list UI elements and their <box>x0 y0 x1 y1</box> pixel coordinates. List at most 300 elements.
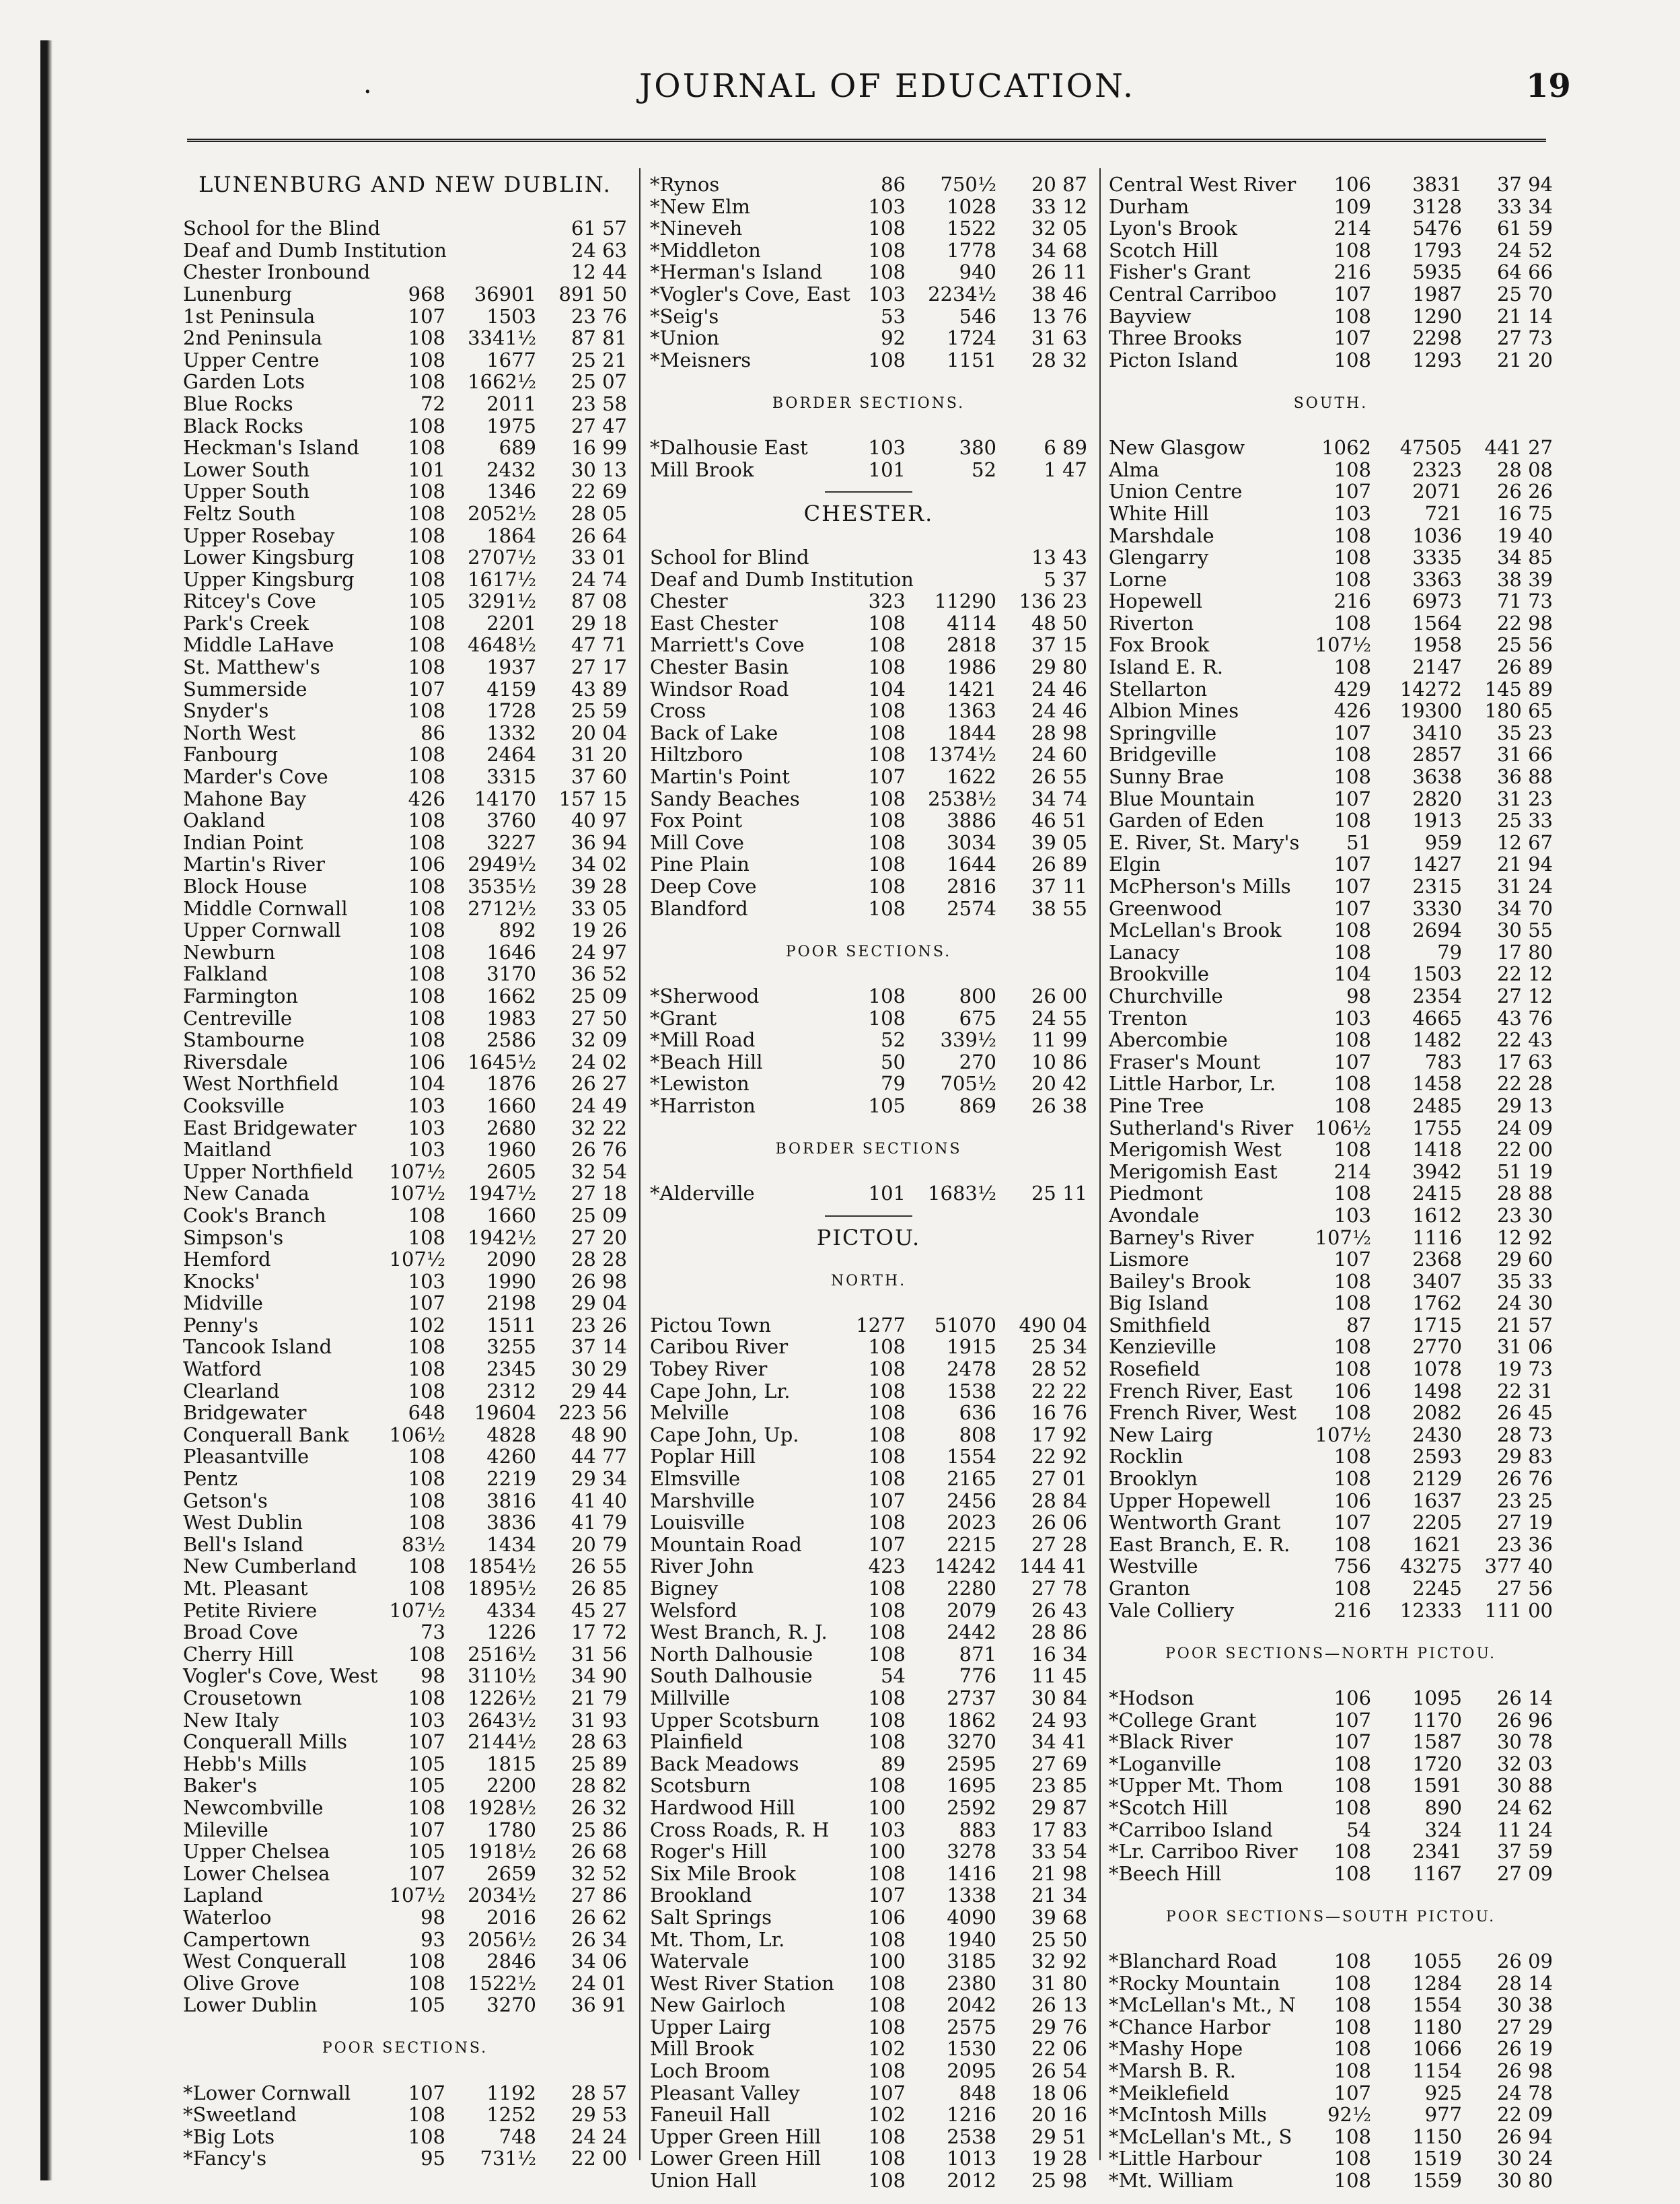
table-row <box>650 1490 1087 1512</box>
table-row <box>183 415 627 437</box>
section-name: *Scotch Hill <box>1109 1796 1228 1819</box>
table-row <box>183 853 627 876</box>
column-divider <box>1099 168 1101 2160</box>
amount-value: 39 05 <box>1031 830 1087 854</box>
days-value: 324 <box>1424 1818 1462 1841</box>
table-row <box>183 700 627 722</box>
days-value: 3407 <box>1412 1269 1462 1293</box>
section-name: Indian Point <box>183 830 303 854</box>
grade-value: 108 <box>1334 809 1371 832</box>
amount-value: 24 55 <box>1031 1006 1087 1030</box>
days-value: 1418 <box>1412 1138 1462 1162</box>
section-name: Back Meadows <box>650 1752 799 1775</box>
amount-value: 30 13 <box>571 458 627 481</box>
section-name: St. Matthew's <box>183 655 320 679</box>
grade-value: 108 <box>408 940 445 964</box>
days-value: 14170 <box>474 787 536 810</box>
table-row <box>183 898 627 920</box>
amount-value: 24 24 <box>571 2125 627 2148</box>
section-name: Centreville <box>183 1006 293 1030</box>
table-row <box>1109 1994 1553 2016</box>
table-row <box>1109 678 1553 701</box>
days-value: 977 <box>1424 2103 1462 2127</box>
days-value: 748 <box>499 2125 536 2148</box>
section-name: *Hodson <box>1109 1686 1194 1709</box>
section-heading-text: NORTH. <box>830 1272 907 1289</box>
section-name: Mill Brook <box>650 2037 754 2061</box>
amount-value: 25 70 <box>1496 282 1553 306</box>
amount-value: 20 87 <box>1031 173 1087 196</box>
grade-value: 98 <box>421 1905 445 1929</box>
grade-value: 107 <box>868 2081 906 2104</box>
section-name: Marriett's Cove <box>650 633 805 657</box>
grade-value: 107½ <box>1315 633 1371 657</box>
section-name: Hardwood Hill <box>650 1796 795 1819</box>
grade-value: 648 <box>408 1401 445 1425</box>
grade-value: 108 <box>408 830 445 854</box>
section-name: Pictou Town <box>650 1313 772 1337</box>
table-row <box>1109 1051 1553 1073</box>
section-name: East Chester <box>650 611 778 635</box>
days-value: 3363 <box>1412 567 1462 591</box>
section-name: New Italy <box>183 1708 279 1732</box>
section-name: Upper Cornwall <box>183 919 341 942</box>
grade-value: 108 <box>408 1971 445 1995</box>
amount-value: 24 78 <box>1496 2081 1553 2104</box>
grade-value: 106 <box>1334 1686 1371 1709</box>
amount-value: 31 56 <box>571 1642 627 1666</box>
section-name: Durham <box>1109 194 1190 218</box>
days-value: 689 <box>499 436 536 460</box>
table-row <box>650 876 1087 898</box>
section-heading <box>1109 1643 1553 1666</box>
section-name: Poplar Hill <box>650 1445 756 1468</box>
days-value: 1854½ <box>468 1555 536 1578</box>
table-row <box>650 1336 1087 1358</box>
table-row <box>1109 810 1553 832</box>
section-name: Falkland <box>183 962 268 986</box>
page-header <box>0 67 1680 114</box>
grade-value: 108 <box>1334 1401 1371 1425</box>
grade-value: 103 <box>868 282 906 306</box>
days-value: 2456 <box>947 1489 996 1512</box>
amount-value: 180 65 <box>1484 699 1553 723</box>
amount-value: 29 34 <box>571 1467 627 1491</box>
days-value: 1876 <box>486 1072 536 1096</box>
page-number: 19 <box>1526 67 1571 105</box>
days-value: 2198 <box>486 1291 536 1315</box>
days-value: 1987 <box>1412 282 1462 306</box>
table-row <box>650 261 1087 283</box>
table-row <box>1109 1314 1553 1337</box>
table-row <box>650 853 1087 876</box>
section-name: Roger's Hill <box>650 1840 768 1863</box>
section-name: Crousetown <box>183 1686 302 1709</box>
days-value: 1554 <box>947 1445 996 1468</box>
days-value: 1728 <box>486 699 536 723</box>
days-value: 546 <box>959 304 996 328</box>
table-row <box>183 240 627 262</box>
days-value: 2201 <box>486 611 536 635</box>
amount-value: 22 00 <box>1496 1138 1553 1162</box>
section-name: *Loganville <box>1109 1752 1222 1775</box>
days-value: 1252 <box>486 2103 536 2127</box>
grade-value: 108 <box>408 546 445 569</box>
amount-value: 26 19 <box>1496 2037 1553 2061</box>
amount-value: 28 84 <box>1031 1489 1087 1512</box>
amount-value: 44 77 <box>571 1445 627 1468</box>
amount-value: 26 45 <box>1496 1401 1553 1425</box>
section-name: Three Brooks <box>1109 326 1242 350</box>
section-name: Riversdale <box>183 1050 288 1073</box>
table-row <box>650 174 1087 196</box>
table-row <box>650 788 1087 810</box>
amount-value: 11 99 <box>1031 1028 1087 1052</box>
amount-value: 37 14 <box>571 1335 627 1359</box>
days-value: 14242 <box>934 1555 996 1578</box>
grade-value: 108 <box>408 2103 445 2127</box>
amount-value: 31 63 <box>1031 326 1087 350</box>
section-name: 1st Peninsula <box>183 304 316 328</box>
table-row <box>1109 1797 1553 1819</box>
table-row <box>183 1468 627 1490</box>
days-value: 2846 <box>486 1950 536 1973</box>
grade-value: 108 <box>868 1993 906 2017</box>
section-separator <box>650 1205 1087 1227</box>
header-rule <box>187 139 1546 142</box>
table-row <box>183 1402 627 1424</box>
section-heading <box>650 393 1087 415</box>
amount-value: 23 26 <box>571 1313 627 1337</box>
grade-value: 108 <box>868 1686 906 1709</box>
table-row <box>183 1161 627 1183</box>
table-row <box>1109 349 1553 371</box>
table-row <box>1109 1819 1553 1841</box>
section-name: Lyon's Brook <box>1109 217 1238 240</box>
days-value: 675 <box>959 1006 996 1030</box>
section-heading <box>183 2038 627 2060</box>
days-value: 1983 <box>486 1006 536 1030</box>
table-row <box>183 1841 627 1863</box>
section-heading-text: LUNENBURG AND NEW DUBLIN. <box>198 172 612 197</box>
days-value: 3270 <box>947 1730 996 1754</box>
table-row <box>183 1446 627 1468</box>
grade-value: 108 <box>1334 940 1371 964</box>
grade-value: 108 <box>1334 1950 1371 1973</box>
grade-value: 108 <box>408 501 445 525</box>
section-name: Churchville <box>1109 984 1223 1007</box>
amount-value: 24 52 <box>1496 238 1553 262</box>
amount-value: 31 23 <box>1496 787 1553 810</box>
grade-value: 103 <box>868 436 906 460</box>
grade-value: 968 <box>408 282 445 306</box>
grade-value: 108 <box>408 1642 445 1666</box>
amount-value: 40 97 <box>571 809 627 832</box>
amount-value: 5 37 <box>1044 567 1087 591</box>
days-value: 2707½ <box>468 546 536 569</box>
section-name: New Lairg <box>1109 1423 1213 1446</box>
section-name: Marder's Cove <box>183 765 328 789</box>
grade-value: 105 <box>408 1752 445 1775</box>
amount-value: 25 98 <box>1031 2169 1087 2193</box>
section-name: Welsford <box>650 1598 737 1622</box>
amount-value: 27 29 <box>1496 2015 1553 2038</box>
days-value: 1637 <box>1412 1489 1462 1512</box>
amount-value: 27 19 <box>1496 1511 1553 1534</box>
table-row <box>650 766 1087 788</box>
section-name: Avondale <box>1109 1203 1200 1227</box>
section-name: *Blanchard Road <box>1109 1950 1278 1973</box>
column-pictou-south <box>1109 173 1553 2193</box>
days-value: 2442 <box>947 1621 996 1644</box>
amount-value: 30 78 <box>1496 1730 1553 1754</box>
table-row <box>1109 2082 1553 2104</box>
grade-value: 108 <box>408 436 445 460</box>
section-name: Deaf and Dumb Institution <box>183 238 447 262</box>
grade-value: 106 <box>1334 1489 1371 1512</box>
section-name: Springville <box>1109 721 1217 744</box>
amount-value: 16 34 <box>1031 1642 1087 1666</box>
amount-value: 23 76 <box>571 304 627 328</box>
table-row <box>650 678 1087 701</box>
days-value: 5935 <box>1412 260 1462 284</box>
table-row <box>183 349 627 371</box>
grade-value: 426 <box>408 787 445 810</box>
days-value: 3341½ <box>468 326 536 350</box>
table-row <box>183 678 627 701</box>
section-name: Campertown <box>183 1927 311 1951</box>
amount-value: 33 12 <box>1031 194 1087 218</box>
amount-value: 22 12 <box>1496 962 1553 986</box>
section-name: Bigney <box>650 1577 719 1600</box>
table-row <box>650 569 1087 591</box>
grade-value: 52 <box>881 1028 906 1052</box>
table-row <box>183 1665 627 1687</box>
table-row <box>650 1687 1087 1709</box>
amount-value: 36 94 <box>571 830 627 854</box>
amount-value: 377 40 <box>1484 1555 1553 1578</box>
days-value: 2245 <box>1412 1577 1462 1600</box>
grade-value: 108 <box>868 611 906 635</box>
table-row <box>1109 656 1553 678</box>
section-heading-text: SOUTH. <box>1293 394 1368 412</box>
section-name: Upper Rosebay <box>183 524 335 547</box>
section-name: Plainfield <box>650 1730 743 1754</box>
section-name: New Glasgow <box>1109 436 1245 460</box>
section-name: Lanacy <box>1109 940 1180 964</box>
grade-value: 108 <box>868 1467 906 1491</box>
table-row <box>650 1972 1087 1995</box>
days-value: 270 <box>959 1050 996 1073</box>
grade-value: 108 <box>408 896 445 920</box>
grade-value: 93 <box>421 1927 445 1951</box>
table-row <box>650 1709 1087 1732</box>
grade-value: 107 <box>1334 1248 1371 1271</box>
section-name: 2nd Peninsula <box>183 326 323 350</box>
section-name: River John <box>650 1555 754 1578</box>
days-value: 3110½ <box>468 1664 536 1688</box>
amount-value: 39 28 <box>571 875 627 898</box>
table-row <box>1109 898 1553 920</box>
spacer <box>650 1161 1087 1183</box>
amount-value: 25 56 <box>1496 633 1553 657</box>
table-row <box>183 1117 627 1139</box>
days-value: 2234½ <box>928 282 996 306</box>
amount-value: 24 49 <box>571 1094 627 1117</box>
amount-value: 24 30 <box>1496 1291 1553 1315</box>
days-value: 1960 <box>486 1138 536 1162</box>
page-binding-edge <box>40 40 52 2180</box>
amount-value: 11 45 <box>1031 1664 1087 1688</box>
table-row <box>183 612 627 635</box>
section-name: East Branch, E. R. <box>1109 1532 1290 1556</box>
table-row <box>183 1994 627 2016</box>
amount-value: 22 98 <box>1496 611 1553 635</box>
section-name: *Herman's Island <box>650 260 823 284</box>
grade-value: 108 <box>408 743 445 767</box>
days-value: 2432 <box>486 458 536 481</box>
table-row <box>1109 766 1553 788</box>
amount-value: 26 00 <box>1031 984 1087 1007</box>
section-name: School for Blind <box>650 546 809 569</box>
grade-value: 89 <box>881 1752 906 1775</box>
days-value: 1937 <box>486 655 536 679</box>
days-value: 3836 <box>486 1511 536 1534</box>
amount-value: 48 90 <box>571 1423 627 1446</box>
table-row <box>183 459 627 481</box>
grade-value: 108 <box>408 1225 445 1249</box>
grade-value: 107½ <box>1315 1225 1371 1249</box>
grade-value: 73 <box>421 1621 445 1644</box>
days-value: 19604 <box>474 1401 536 1425</box>
days-value: 1284 <box>1412 1971 1462 1995</box>
grade-value: 108 <box>408 1555 445 1578</box>
grade-value: 756 <box>1334 1555 1371 1578</box>
days-value: 1986 <box>947 655 996 679</box>
section-name: Scotsburn <box>650 1774 751 1798</box>
section-name: *Lewiston <box>650 1072 750 1096</box>
table-row <box>183 1753 627 1775</box>
grade-value: 429 <box>1334 677 1371 701</box>
amount-value: 26 14 <box>1496 1686 1553 1709</box>
table-row <box>183 590 627 612</box>
grade-value: 107 <box>408 304 445 328</box>
days-value: 808 <box>959 1423 996 1446</box>
grade-value: 108 <box>408 348 445 371</box>
section-name: *Sherwood <box>650 984 760 1007</box>
section-name: E. River, St. Mary's <box>1109 830 1300 854</box>
table-row <box>650 700 1087 722</box>
amount-value: 22 22 <box>1031 1379 1087 1402</box>
days-value: 1793 <box>1412 238 1462 262</box>
section-name: *Carriboo Island <box>1109 1818 1273 1841</box>
grade-value: 108 <box>868 1730 906 1754</box>
days-value: 1720 <box>1412 1752 1462 1775</box>
grade-value: 108 <box>1334 1357 1371 1381</box>
amount-value: 23 85 <box>1031 1774 1087 1798</box>
section-name: Louisville <box>650 1511 745 1534</box>
amount-value: 23 36 <box>1496 1532 1553 1556</box>
grade-value: 1277 <box>856 1313 906 1337</box>
amount-value: 30 80 <box>1496 2169 1553 2193</box>
days-value: 1078 <box>1412 1357 1462 1381</box>
grade-value: 108 <box>868 830 906 854</box>
grade-value: 101 <box>868 1182 906 1205</box>
amount-value: 38 55 <box>1031 896 1087 920</box>
grade-value: 108 <box>868 1971 906 1995</box>
section-name: Vogler's Cove, West <box>183 1664 378 1688</box>
days-value: 1028 <box>947 194 996 218</box>
grade-value: 108 <box>408 524 445 547</box>
spacer <box>1109 1665 1553 1687</box>
days-value: 1755 <box>1412 1116 1462 1139</box>
amount-value: 17 92 <box>1031 1423 1087 1446</box>
section-name: Marshdale <box>1109 524 1214 547</box>
amount-value: 33 54 <box>1031 1840 1087 1863</box>
days-value: 1724 <box>947 326 996 350</box>
days-value: 848 <box>959 2081 996 2104</box>
table-row <box>650 1753 1087 1775</box>
table-row <box>1109 1555 1553 1577</box>
grade-value: 108 <box>1334 1335 1371 1359</box>
days-value: 47505 <box>1399 436 1462 460</box>
days-value: 3831 <box>1412 173 1462 196</box>
table-row <box>183 217 627 240</box>
days-value: 1226 <box>486 1621 536 1644</box>
table-row <box>650 1577 1087 1600</box>
table-row <box>183 1095 627 1117</box>
amount-value: 26 76 <box>571 1138 627 1162</box>
header-ornament: · <box>363 77 372 108</box>
grade-value: 107 <box>1334 1730 1371 1754</box>
table-row <box>1109 1753 1553 1775</box>
days-value: 2200 <box>486 1774 536 1798</box>
section-name: West Branch, R. J. <box>650 1621 828 1644</box>
days-value: 339½ <box>940 1028 996 1052</box>
days-value: 4648½ <box>468 633 536 657</box>
section-name: Fox Point <box>650 809 742 832</box>
days-value: 2464 <box>486 743 536 767</box>
section-name: Fox Brook <box>1109 633 1210 657</box>
table-row <box>183 525 627 547</box>
table-row <box>183 1621 627 1643</box>
amount-value: 30 24 <box>1496 2147 1553 2170</box>
days-value: 2079 <box>947 1598 996 1622</box>
section-name: Penny's <box>183 1313 258 1337</box>
table-row <box>650 2147 1087 2170</box>
section-name: Baker's <box>183 1774 258 1798</box>
grade-value: 108 <box>408 1028 445 1052</box>
amount-value: 46 51 <box>1031 809 1087 832</box>
amount-value: 26 27 <box>571 1072 627 1096</box>
table-row <box>1109 459 1553 481</box>
section-name: Simpson's <box>183 1225 284 1249</box>
amount-value: 31 66 <box>1496 743 1553 767</box>
table-row <box>650 1095 1087 1117</box>
amount-value: 21 98 <box>1031 1861 1087 1885</box>
table-row <box>650 1797 1087 1819</box>
days-value: 1374½ <box>928 743 996 767</box>
days-value: 1066 <box>1412 2037 1462 2061</box>
section-name: *College Grant <box>1109 1708 1257 1732</box>
amount-value: 22 31 <box>1496 1379 1553 1402</box>
table-row <box>1109 744 1553 766</box>
section-name: Lorne <box>1109 567 1167 591</box>
amount-value: 24 93 <box>1031 1708 1087 1732</box>
grade-value: 108 <box>868 633 906 657</box>
section-heading-text: BORDER SECTIONS. <box>772 394 965 412</box>
section-name: *Marsh B. R. <box>1109 2059 1236 2083</box>
